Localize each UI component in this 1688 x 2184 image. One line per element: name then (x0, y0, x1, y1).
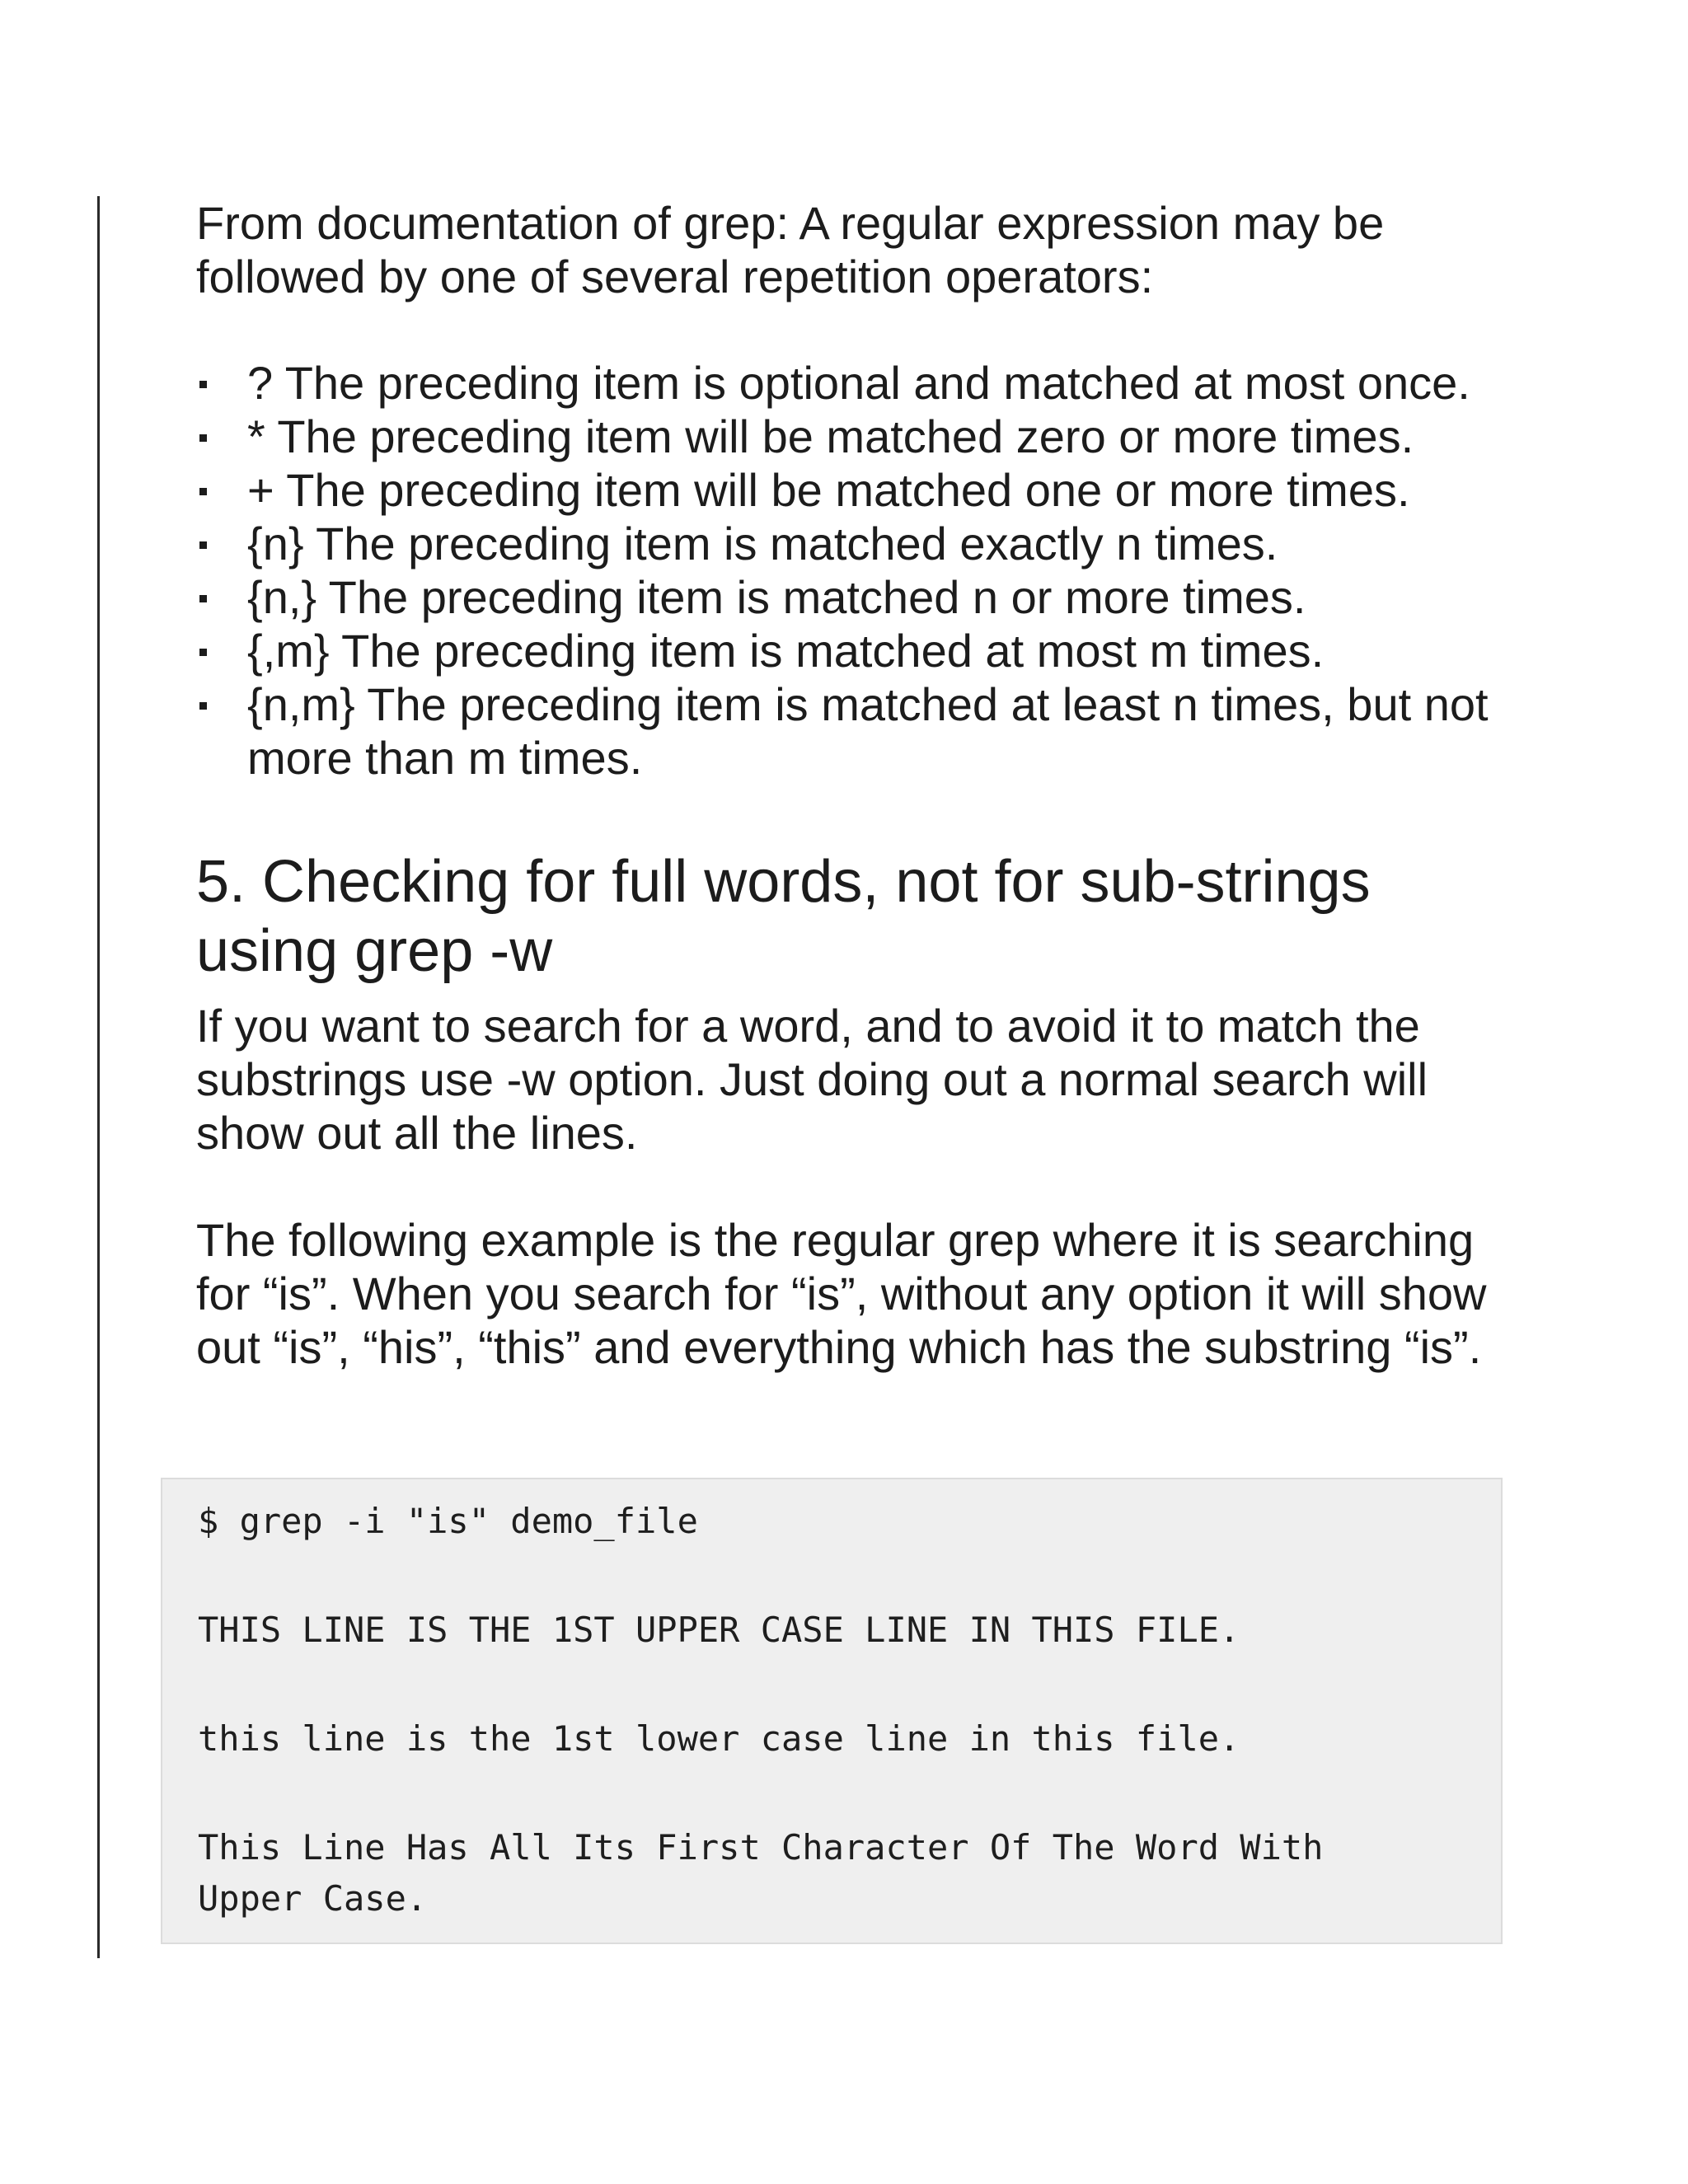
list-item (196, 463, 1515, 517)
square-bullet-icon (199, 595, 207, 602)
square-bullet-icon (199, 649, 207, 656)
list-item-text: {n,m} The preceding item is matched at least n times, but not more than m times. (247, 678, 1489, 784)
margin-rule (97, 196, 100, 1958)
list-item-text: {,m} The preceding item is matched at most m times. (247, 625, 1325, 677)
list-item (196, 517, 1515, 570)
list-item-text: {n} The preceding item is matched exactly n times. (247, 518, 1278, 569)
list-item (196, 677, 1515, 785)
intro-paragraph: From documentation of grep: A regular expression may be followed by one of several repetition operators: (196, 197, 1385, 302)
repetition-operators-list (196, 356, 1515, 785)
list-item (196, 410, 1515, 463)
example-paragraph: The following example is the regular grep where it is searching for “is”. When you search for “is”, without any option it will show out “is”, “his”, “this” and everything which has the substring “is”. (196, 1214, 1487, 1373)
square-bullet-icon (199, 702, 207, 710)
list-item (196, 624, 1515, 677)
code-output-line: This Line Has All Its First Character Of The Word With (198, 1827, 1324, 1868)
code-block (161, 1478, 1503, 1944)
code-output-line: Upper Case. (198, 1878, 428, 1919)
list-item-text: ? The preceding item is optional and matched at most once. (247, 357, 1470, 409)
square-bullet-icon (199, 381, 207, 388)
square-bullet-icon (199, 434, 207, 442)
square-bullet-icon (199, 541, 207, 549)
square-bullet-icon (199, 488, 207, 495)
list-item-text: + The preceding item will be matched one or more times. (247, 464, 1410, 516)
code-output-line: THIS LINE IS THE 1ST UPPER CASE LINE IN THIS FILE. (198, 1610, 1240, 1650)
list-item (196, 356, 1515, 410)
code-command: $ grep -i "is" demo_file (198, 1501, 698, 1541)
list-item-text: * The preceding item will be matched zero or more times. (247, 410, 1414, 462)
list-item-text: {n,} The preceding item is matched n or more times. (247, 571, 1306, 623)
code-output-line: this line is the 1st lower case line in this file. (198, 1718, 1240, 1759)
document-content (196, 196, 1515, 1374)
section-heading: 5. Checking for full words, not for sub-strings using grep -w (196, 849, 1371, 984)
section-paragraph: If you want to search for a word, and to avoid it to match the substrings use -w option. Just doing out a normal search will show out all the lines. (196, 1000, 1428, 1159)
list-item (196, 570, 1515, 624)
